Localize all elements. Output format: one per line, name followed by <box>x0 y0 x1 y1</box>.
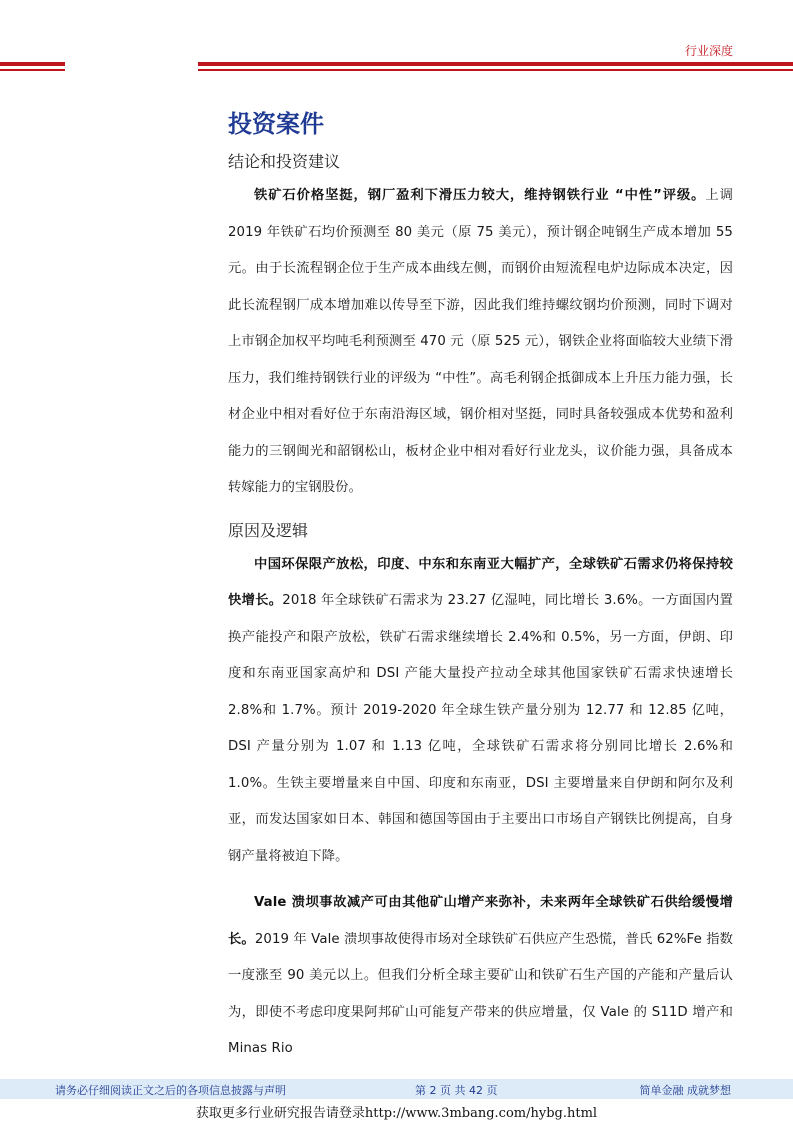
header-rule-right <box>198 62 793 66</box>
paragraph-supply <box>228 885 733 1068</box>
paragraph-lead: 铁矿石价格坚挺，钢厂盈利下滑压力较大，维持钢铁行业 “中性”评级。 <box>254 188 706 203</box>
header-rule-left-thin <box>0 69 65 71</box>
paragraph-lead: Vale 溃坝事故减产可由其他矿山增产来弥补，未来两年全球铁矿石供给缓慢增长。 <box>228 895 733 947</box>
page-title: 投资案件 <box>228 110 324 138</box>
main-content <box>228 104 733 1068</box>
section-heading-conclusion: 结论和投资建议 <box>228 152 341 171</box>
paragraph-conclusion <box>228 178 733 507</box>
watermark-link-text: 获取更多行业研究报告请登录http://www.3mbang.com/hybg.html <box>195 1106 598 1121</box>
header-rule-left <box>0 62 65 66</box>
section-heading-reasons: 原因及逻辑 <box>228 520 309 540</box>
footer-page-number: 第 2 页 共 42 页 <box>415 1084 498 1097</box>
paragraph-body: 2018 年全球铁矿石需求为 23.27 亿湿吨，同比增长 3.6%。一方面国内置换产能投产和限产放松，铁矿石需求继续增长 2.4%和 0.5%，另一方面，伊朗、印度和东南亚国家高炉和 DSI 产能大量投产拉动全球其他国家铁矿石需求快速增长 2.8%和 1.7%。预计 2019-2020 年全球生铁产量分别为 12.77 和 12.85 亿吨，DSI 产量分别为 1.07 和 1.13 亿吨，全球铁矿石需求将分别同比增长 2.6%和 1.0%。生铁主要增量来自中国、印度和东南亚，DSI 主要增量来自伊朗和阿尔及利亚，而发达国家如日本、韩国和德国等国由于主要出口市场自产钢铁比例提高，自身钢产量将被迫下降。 <box>228 593 733 864</box>
paragraph-body: 2019 年 Vale 溃坝事故使得市场对全球铁矿石供应产生恐慌，普氏 62%Fe 指数一度涨至 90 美元以上。但我们分析全球主要矿山和铁矿石生产国的产能和产量后认为，即使不考虑印度果阿邦矿山可能复产带来的供应增量，仅 Vale 的 S11D 增产和 Minas Rio <box>228 931 733 1056</box>
footer-disclaimer: 请务必仔细阅读正文之后的各项信息披露与声明 <box>55 1084 286 1097</box>
paragraph-body: 上调 2019 年铁矿石均价预测至 80 美元（原 75 美元），预计钢企吨钢生产成本增加 55 元。由于长流程钢企位于生产成本曲线左侧，而钢价由短流程电炉边际成本决定，因此长流程钢厂成本增加难以传导至下游，因此我们维持螺纹钢均价预测，同时下调对上市钢企加权平均吨毛利预测至 470 元（原 525 元），钢铁企业将面临较大业绩下滑压力，我们维持钢铁行业的评级为 “中性”。高毛利钢企抵御成本上升压力能力强，长材企业中相对看好位于东南沿海区域，钢价相对坚挺，同时具备较强成本优势和盈利能力的三钢闽光和韶钢松山，板材企业中相对看好行业龙头，议价能力强，具备成本转嫁能力的宝钢股份。 <box>228 188 734 495</box>
paragraph-lead: 中国环保限产放松，印度、中东和东南亚大幅扩产，全球铁矿石需求仍将保持较快增长。 <box>228 556 733 608</box>
paragraph-demand <box>228 547 733 876</box>
header-rule-right-thin <box>198 69 793 71</box>
header-category-tag: 行业深度 <box>684 44 733 58</box>
footer-slogan: 简单金融 成就梦想 <box>639 1084 731 1097</box>
